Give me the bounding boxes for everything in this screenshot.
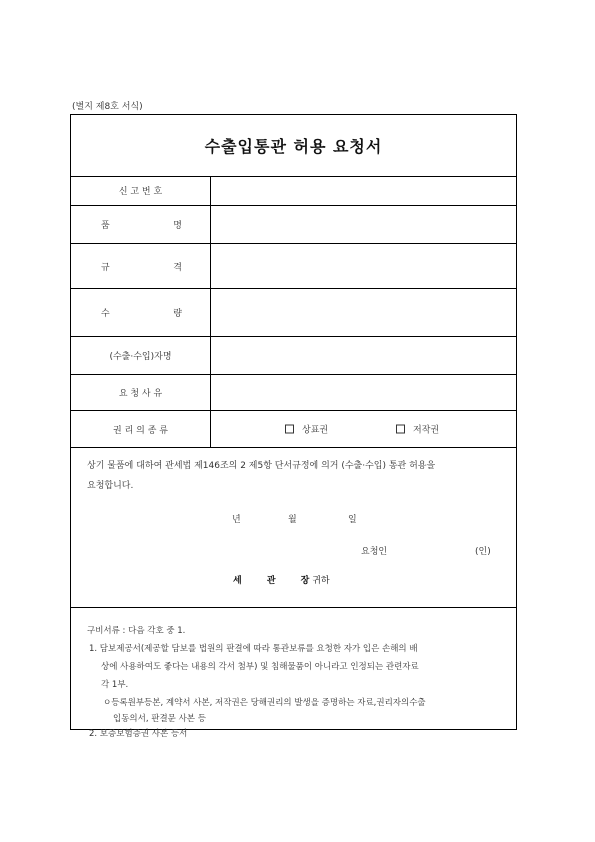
copyright-option[interactable]	[396, 423, 439, 436]
date-day: 일	[348, 515, 357, 525]
requester-seal: (인)	[475, 547, 491, 557]
field-label-exporter-importer-name: (수출·수입)자명	[71, 337, 211, 374]
document-item: 1. 담보제공서(제공할 담보를 법원의 판결에 따라 통관보류를 요청한 자가 입은 손해의 배	[89, 644, 418, 654]
field-value-request-reason[interactable]	[211, 375, 516, 410]
title-row	[71, 115, 516, 177]
label-char: 수	[101, 309, 110, 319]
document-item: 상에 사용하여도 좋다는 내용의 각서 첨부) 및 침해물품이 아니라고 인정되는 관련자료	[101, 662, 419, 672]
requester-label: 요청인	[361, 547, 388, 557]
field-value-declaration-number[interactable]	[211, 176, 516, 205]
field-label-right-type: 권 리 의 종 류	[71, 411, 211, 447]
date-month: 월	[288, 515, 297, 525]
field-value-quantity[interactable]	[211, 289, 516, 336]
document-item: 2. 보증보험증권 사본 등서	[89, 729, 188, 739]
label-char: 명	[173, 221, 182, 231]
field-value-exporter-importer-name[interactable]	[211, 337, 516, 374]
request-form	[70, 114, 517, 739]
documents-header: 구비서류 : 다음 각호 중 1.	[87, 626, 186, 636]
trademark-option[interactable]	[285, 423, 328, 436]
date-year: 년	[232, 515, 241, 525]
statement-line: 요청합니다.	[87, 481, 134, 491]
statement-line: 상기 물품에 대하여 관세법 제146조의 2 제5항 단서규정에 의거 (수출·수입) 통관 허용을	[87, 461, 436, 471]
label-char: 품	[101, 221, 110, 231]
customs-director: 세 관 장	[233, 576, 310, 586]
field-row-quantity	[71, 289, 516, 337]
label-char: 량	[173, 309, 182, 319]
request-statement	[87, 456, 435, 496]
field-value-item-name[interactable]	[211, 206, 516, 243]
page-title: 수출입통관 허용 요청서	[204, 137, 383, 156]
field-row-request-reason	[71, 375, 516, 411]
field-row-exporter-importer-name	[71, 337, 516, 375]
addressee-suffix: 귀하	[312, 576, 330, 586]
document-subitem: 입동의서, 판결문 사본 등	[113, 714, 206, 724]
field-label-declaration-number: 신 고 번 호	[71, 176, 211, 205]
field-value-right-type	[211, 411, 516, 447]
document-subitem: ㅇ등록원부등본, 계약서 사본, 저작권은 당해권리의 발생을 증명하는 자료,권리자의수출	[103, 698, 426, 708]
copyright-label: 저작권	[413, 425, 440, 436]
label-char: 격	[173, 262, 182, 273]
checkbox-icon[interactable]	[285, 425, 294, 434]
field-row-specification	[71, 244, 516, 289]
field-label-quantity	[71, 289, 211, 336]
label-char: 규	[101, 262, 110, 273]
field-label-request-reason: 요 청 사 유	[71, 375, 211, 410]
field-row-right-type	[71, 411, 516, 448]
field-label-specification	[71, 244, 211, 288]
form-number-caption: (별지 제8호 서식)	[72, 102, 143, 112]
document-item: 각 1부.	[101, 680, 129, 690]
addressee	[233, 573, 330, 586]
checkbox-icon[interactable]	[396, 425, 405, 434]
trademark-label: 상표권	[302, 425, 329, 436]
required-documents	[71, 607, 516, 739]
field-label-item-name	[71, 206, 211, 243]
field-row-declaration-number	[71, 176, 516, 206]
field-row-item-name	[71, 206, 516, 244]
field-value-specification[interactable]	[211, 244, 516, 288]
